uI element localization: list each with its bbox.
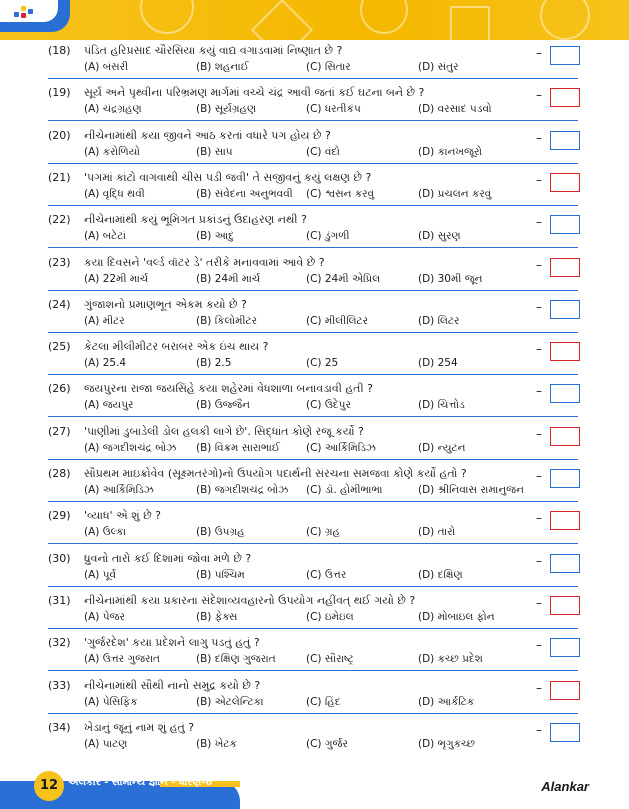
question-text: નીચેનામાંથી કયું ભૂમિગત પ્રકાંડનું ઉદાહરણ નથી ? <box>84 213 307 227</box>
question-list <box>48 44 578 762</box>
separator-line <box>48 459 578 460</box>
separator-line <box>48 628 578 629</box>
answer-dash: – <box>536 426 542 441</box>
option-a: (A) પાટણ <box>84 737 128 750</box>
option-d: (D) કચ્છ પ્રદેશ <box>418 653 483 666</box>
question-text: 'પગમાં કાંટો વાગવાથી ચીસ પડી જવી' તે સજીવનું કયું લક્ષણ છે ? <box>84 170 372 184</box>
answer-box[interactable] <box>550 554 580 573</box>
question-text: ખેડાનું જૂનું નામ શું હતું ? <box>84 720 195 734</box>
option-b: (B) 24મી માર્ચ <box>196 272 261 285</box>
question-text: નીચેનામાંથી કયા જીવને આઠ કરતાં વધારે પગ હોય છે ? <box>84 128 331 142</box>
option-c: (C) ઉત્તર <box>306 568 347 581</box>
question-number: (31) <box>48 593 71 607</box>
decorative-dots-icon <box>14 6 44 20</box>
question-text: કયા દિવસને 'વર્લ્ડ વૉટર ડે' તરીકે મનાવવામાં આવે છે ? <box>84 255 325 269</box>
answer-box[interactable] <box>550 173 580 192</box>
answer-dash: – <box>536 680 542 695</box>
option-d: (D) આર્કટિક <box>418 695 475 708</box>
separator-line <box>48 78 578 79</box>
option-a: (A) પેજર <box>84 610 125 623</box>
question-text-line <box>48 129 331 143</box>
answer-dash: – <box>536 215 542 230</box>
option-a: (A) ઉલ્કા <box>84 526 127 539</box>
option-d: (D) શ્રીનિવાસ રામાનુજન <box>418 484 524 496</box>
option-d: (D) વરસાદ પડવો <box>418 103 492 116</box>
option-a: (A) મીટર <box>84 314 125 327</box>
option-d: (D) 30મી જૂન <box>418 272 483 285</box>
question-number: (34) <box>48 720 71 734</box>
answer-dash: – <box>536 46 542 60</box>
brand-logo: Alankar <box>541 779 589 794</box>
option-c: (C) સૌરાષ્ટ્ર <box>306 653 354 666</box>
question-text-line <box>48 340 269 354</box>
option-b: (B) પશ્ચિમ <box>196 568 245 581</box>
option-c: (C) વંદો <box>306 145 340 158</box>
option-a: (A) જગદીશચંદ્ર બોઝ <box>84 441 177 454</box>
option-b: (B) ઉપગ્રહ <box>196 526 245 539</box>
question-number: (25) <box>48 340 71 354</box>
separator-line <box>48 670 578 671</box>
option-d: (D) મોબાઇલ ફોન <box>418 610 495 623</box>
answer-dash: – <box>536 553 542 568</box>
question-text: સૂર્ય અને પૃથ્વીના પરિભ્રમણ માર્ગમાં વચ્ચે ચંદ્ર આવી જતાં કઈ ઘટના બને છે ? <box>84 86 425 100</box>
option-a: (A) ઉત્તર ગુજરાત <box>84 653 160 666</box>
option-a: (A) કરોળિયો <box>84 145 140 158</box>
question-text-line <box>48 467 467 481</box>
option-d: (D) પ્રચલન કરવું <box>418 187 492 200</box>
question-number: (23) <box>48 255 71 269</box>
option-b: (B) સંવેદના અનુભવવી <box>196 187 293 200</box>
option-a: (A) ચંદ્રગ્રહણ <box>84 103 142 116</box>
answer-box[interactable] <box>550 596 580 615</box>
separator-line <box>48 163 578 164</box>
option-a: (A) વૃદ્ધિ થવી <box>84 187 145 200</box>
option-a: (A) પૂર્વ <box>84 568 117 581</box>
answer-dash: – <box>536 172 542 187</box>
question-number: (20) <box>48 128 71 142</box>
option-c: (C) ઉદેપુર <box>306 399 351 412</box>
answer-box[interactable] <box>550 427 580 446</box>
separator-line <box>48 586 578 587</box>
option-d: (D) ન્યુટન <box>418 441 466 454</box>
question-number: (32) <box>48 636 71 650</box>
separator-line <box>48 501 578 502</box>
question-number: (26) <box>48 382 71 396</box>
question-text-line <box>48 382 373 396</box>
option-d: (D) દક્ષિણ <box>418 568 463 581</box>
answer-box[interactable] <box>550 131 580 150</box>
option-a: (A) પેસિફિક <box>84 695 138 708</box>
separator-line <box>48 713 578 714</box>
answer-dash: – <box>536 88 542 103</box>
question-number: (27) <box>48 424 71 438</box>
option-b: (B) આદુ <box>196 230 234 243</box>
option-c: (C) 25 <box>306 357 339 370</box>
option-a: (A) બટેટાં <box>84 230 126 243</box>
answer-dash: – <box>536 342 542 357</box>
separator-line <box>48 247 578 248</box>
option-a: (A) 25.4 <box>84 357 127 370</box>
question-number: (33) <box>48 678 71 692</box>
option-b: (B) ઉજ્જૈન <box>196 399 250 412</box>
option-c: (C) 24મી એપ્રિલ <box>306 272 381 285</box>
answer-box[interactable] <box>550 723 580 742</box>
option-c: (C) ડુંગળી <box>306 230 350 243</box>
option-b: (B) સાપ <box>196 145 233 158</box>
option-c: (C) ડૉ. હોમીભાભા <box>306 484 383 496</box>
question-text: નીચેનામાંથી કયા પ્રકારના સંદેશાવ્યવહારનો ઉપયોગ નહીંવત્ થઈ ગયો છે ? <box>84 593 416 607</box>
question-text: પંડિત હરિપ્રસાદ ચૌરસિયા કયું વાદ્ય વગાડવામાં નિષ્ણાત છે ? <box>84 44 343 57</box>
question-text-line <box>48 171 371 185</box>
header-band <box>0 0 629 40</box>
option-d: (D) ચિત્તોડ <box>418 399 465 412</box>
option-c: (C) શ્વસન કરવું <box>306 187 375 200</box>
answer-dash: – <box>536 595 542 610</box>
question-text-line <box>48 594 415 608</box>
option-b: (B) એટલેન્ટિકા <box>196 695 264 708</box>
footer-title: અલંકાર - સામાન્ય જ્ઞાન - ધોરણ-6 <box>68 777 213 788</box>
question-text: 'પાણીમાં ડુબાડેલી ડોલ હલકી લાગે છે'. સિદ્ધાંત કોણે રજૂ કર્યો ? <box>84 424 364 438</box>
question-number: (18) <box>48 44 71 57</box>
question-text-line <box>48 256 325 270</box>
option-a: (A) બંસરી <box>84 61 129 73</box>
option-c: (C) ગ્રહ <box>306 526 340 539</box>
answer-box[interactable] <box>550 681 580 700</box>
separator-line <box>48 332 578 333</box>
option-b: (B) જગદીશચંદ્ર બોઝ <box>196 484 289 496</box>
option-d: (D) ભૃગુકચ્છ <box>418 737 475 750</box>
question-text: નીચેનામાંથી સૌથી નાનો સમુદ્ર કયો છે ? <box>84 678 261 692</box>
question-text-line <box>48 44 342 58</box>
answer-dash: – <box>536 384 542 399</box>
option-c: (C) સિતાર <box>306 61 351 73</box>
question-number: (19) <box>48 86 71 100</box>
separator-line <box>48 205 578 206</box>
separator-line <box>48 120 578 121</box>
question-text-line <box>48 509 161 523</box>
question-text-line <box>48 636 260 650</box>
option-c: (C) આર્કિમિડિઝ <box>306 441 376 454</box>
option-b: (B) ફેક્સ <box>196 610 238 623</box>
question-number: (22) <box>48 213 71 227</box>
page-number: 12 <box>34 771 64 801</box>
answer-dash: – <box>536 511 542 526</box>
question-text-line <box>48 425 364 439</box>
question-number: (24) <box>48 297 71 311</box>
answer-dash: – <box>536 299 542 314</box>
separator-line <box>48 543 578 544</box>
question-text: કેટલા મીલીમીટર બરાબર એક ઇંચ થાય ? <box>84 340 269 354</box>
separator-line <box>48 374 578 375</box>
question-number: (28) <box>48 467 71 480</box>
option-b: (B) શહનાઈ <box>196 61 249 73</box>
option-d: (D) સંતુર <box>418 61 459 73</box>
option-c: (C) હિંદ <box>306 695 341 708</box>
question-number: (21) <box>48 170 71 184</box>
answer-dash: – <box>536 130 542 145</box>
question-text: ધ્રુવનો તારો કઈ દિશામાં જોવા મળે છે ? <box>84 551 252 565</box>
answer-dash: – <box>536 469 542 483</box>
option-a: (A) જયપુર <box>84 399 134 412</box>
footer <box>0 771 629 809</box>
answer-box[interactable] <box>550 469 580 488</box>
answer-box[interactable] <box>550 258 580 277</box>
question-text-line <box>48 298 247 312</box>
question-text: જયપુરના રાજા જયસિંહે કયા શહેરમાં વેધશાળા બનાવડાવી હતી ? <box>84 382 373 396</box>
answer-box[interactable] <box>550 215 580 234</box>
answer-dash: – <box>536 638 542 653</box>
option-a: (A) આર્કિમિડિઝ <box>84 484 154 496</box>
answer-dash: – <box>536 722 542 737</box>
option-b: (B) કિલોમીટર <box>196 314 258 327</box>
answer-box[interactable] <box>550 300 580 319</box>
option-b: (B) 2.5 <box>196 357 232 370</box>
option-d: (D) કાનખજૂરો <box>418 145 483 158</box>
answer-dash: – <box>536 257 542 272</box>
separator-line <box>48 416 578 417</box>
option-d: (D) લિટર <box>418 314 460 327</box>
option-c: (C) મીલીલિટર <box>306 314 369 327</box>
option-c: (C) ઇમેઇલ <box>306 610 354 623</box>
answer-box[interactable] <box>550 46 580 65</box>
option-d: (D) 254 <box>418 357 458 370</box>
answer-box[interactable] <box>550 511 580 530</box>
answer-box[interactable] <box>550 384 580 403</box>
question-text: 'વ્યાધ' એ શું છે ? <box>84 509 161 523</box>
option-a: (A) 22મી માર્ચ <box>84 272 149 285</box>
option-b: (B) દક્ષિણ ગુજરાત <box>196 653 276 666</box>
option-d: (D) તારો <box>418 526 456 539</box>
question-text-line <box>48 213 307 227</box>
option-d: (D) સુરણ <box>418 230 461 243</box>
separator-line <box>48 290 578 291</box>
question-number: (30) <box>48 551 71 565</box>
answer-box[interactable] <box>550 638 580 657</box>
option-b: (B) ખેટક <box>196 737 237 750</box>
question-text: 'ગુર્જરદેશ' કયા પ્રદેશને લાગુ પડતું હતું ? <box>84 636 260 650</box>
question-number: (29) <box>48 509 71 523</box>
question-text-line <box>48 86 424 100</box>
question-text-line <box>48 721 194 735</box>
answer-box[interactable] <box>550 88 580 107</box>
question-text-line <box>48 679 260 693</box>
question-text: ગુંજાશનો પ્રમાણભૂત એકમ કયો છે ? <box>84 297 247 311</box>
option-b: (B) વિક્રમ સારાભાઈ <box>196 441 280 454</box>
option-b: (B) સૂર્યગ્રહણ <box>196 103 257 116</box>
answer-box[interactable] <box>550 342 580 361</box>
option-c: (C) ધરતીકંપ <box>306 103 361 116</box>
option-c: (C) ગુર્જર <box>306 737 348 750</box>
question-text-line <box>48 552 251 566</box>
question-text: સૌપ્રથમ માઇક્રોવેવ (સૂક્ષ્મતરંગો)નો ઉપયોગ પદાર્થની સંરચના સમજવા કોણે કર્યો હતો ? <box>84 467 467 480</box>
